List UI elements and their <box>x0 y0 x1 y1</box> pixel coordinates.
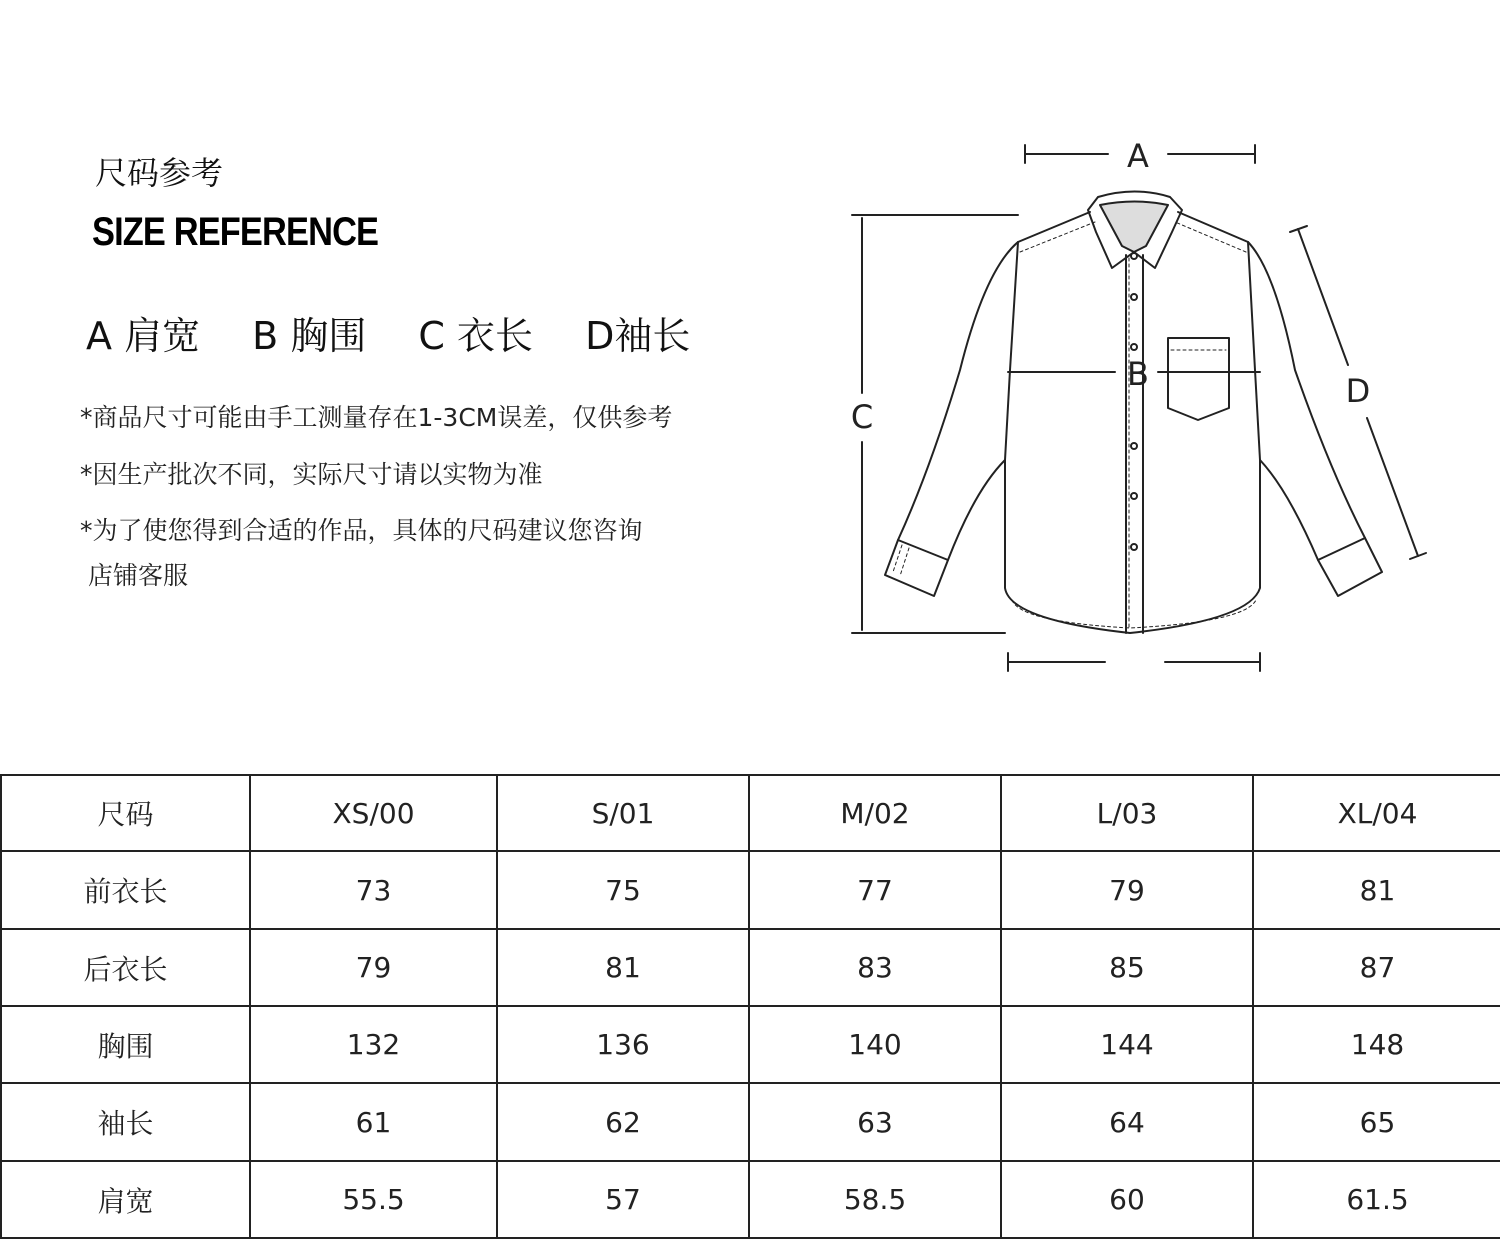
table-cell: 60 <box>1001 1161 1253 1238</box>
table-cell: 前衣长 <box>1 851 250 929</box>
note-measurement-error: *商品尺寸可能由手工测量存在1-3CM误差，仅供参考 <box>80 403 673 432</box>
note-production-batch: *因生产批次不同，实际尺寸请以实物为准 <box>80 460 543 489</box>
table-cell: 73 <box>250 851 497 929</box>
table-cell: 83 <box>749 929 1001 1006</box>
diagram-label-b: B <box>1127 355 1149 393</box>
legend-item-length: C 衣长 <box>418 314 534 358</box>
size-table <box>0 774 1500 1239</box>
diagram-label-c: C <box>850 398 874 436</box>
table-header-cell: XL/04 <box>1253 775 1500 851</box>
table-header-cell: M/02 <box>749 775 1001 851</box>
table-cell: 77 <box>749 851 1001 929</box>
table-cell: 64 <box>1001 1083 1253 1161</box>
table-cell: 65 <box>1253 1083 1500 1161</box>
table-cell: 62 <box>497 1083 749 1161</box>
table-row <box>1 1083 1500 1161</box>
table-cell: 148 <box>1253 1006 1500 1083</box>
table-row <box>1 1006 1500 1083</box>
table-header-cell: 尺码 <box>1 775 250 851</box>
table-header-cell: XS/00 <box>250 775 497 851</box>
table-cell: 63 <box>749 1083 1001 1161</box>
measurement-legend <box>86 305 730 360</box>
note-consult-line2: 店铺客服 <box>80 561 188 590</box>
table-cell: 58.5 <box>749 1161 1001 1238</box>
table-header-row <box>1 775 1500 851</box>
table-cell: 袖长 <box>1 1083 250 1161</box>
note-consult-line1: *为了使您得到合适的作品，具体的尺码建议您咨询 <box>80 516 643 545</box>
diagram-label-d: D <box>1345 372 1371 410</box>
table-cell: 79 <box>250 929 497 1006</box>
table-cell: 61.5 <box>1253 1161 1500 1238</box>
table-cell: 61 <box>250 1083 497 1161</box>
table-cell: 81 <box>1253 851 1500 929</box>
shirt-diagram <box>840 130 1490 690</box>
table-header-cell: S/01 <box>497 775 749 851</box>
table-cell: 55.5 <box>250 1161 497 1238</box>
table-cell: 136 <box>497 1006 749 1083</box>
legend-item-chest: B 胸围 <box>252 314 367 358</box>
table-header-cell: L/03 <box>1001 775 1253 851</box>
table-cell: 87 <box>1253 929 1500 1006</box>
table-cell: 81 <box>497 929 749 1006</box>
table-cell: 肩宽 <box>1 1161 250 1238</box>
table-row <box>1 929 1500 1006</box>
table-cell: 79 <box>1001 851 1253 929</box>
page-title-en: SIZE REFERENCE <box>92 210 379 254</box>
table-cell: 57 <box>497 1161 749 1238</box>
legend-item-sleeve: D袖长 <box>585 314 691 358</box>
legend-item-shoulder: A 肩宽 <box>86 314 201 358</box>
table-cell: 132 <box>250 1006 497 1083</box>
table-row <box>1 851 1500 929</box>
table-cell: 140 <box>749 1006 1001 1083</box>
table-row <box>1 1161 1500 1238</box>
table-cell: 85 <box>1001 929 1253 1006</box>
table-cell: 144 <box>1001 1006 1253 1083</box>
table-cell: 后衣长 <box>1 929 250 1006</box>
diagram-label-a: A <box>1127 137 1149 175</box>
table-cell: 胸围 <box>1 1006 250 1083</box>
table-cell: 75 <box>497 851 749 929</box>
page-title-cn: 尺码参考 <box>95 154 224 192</box>
